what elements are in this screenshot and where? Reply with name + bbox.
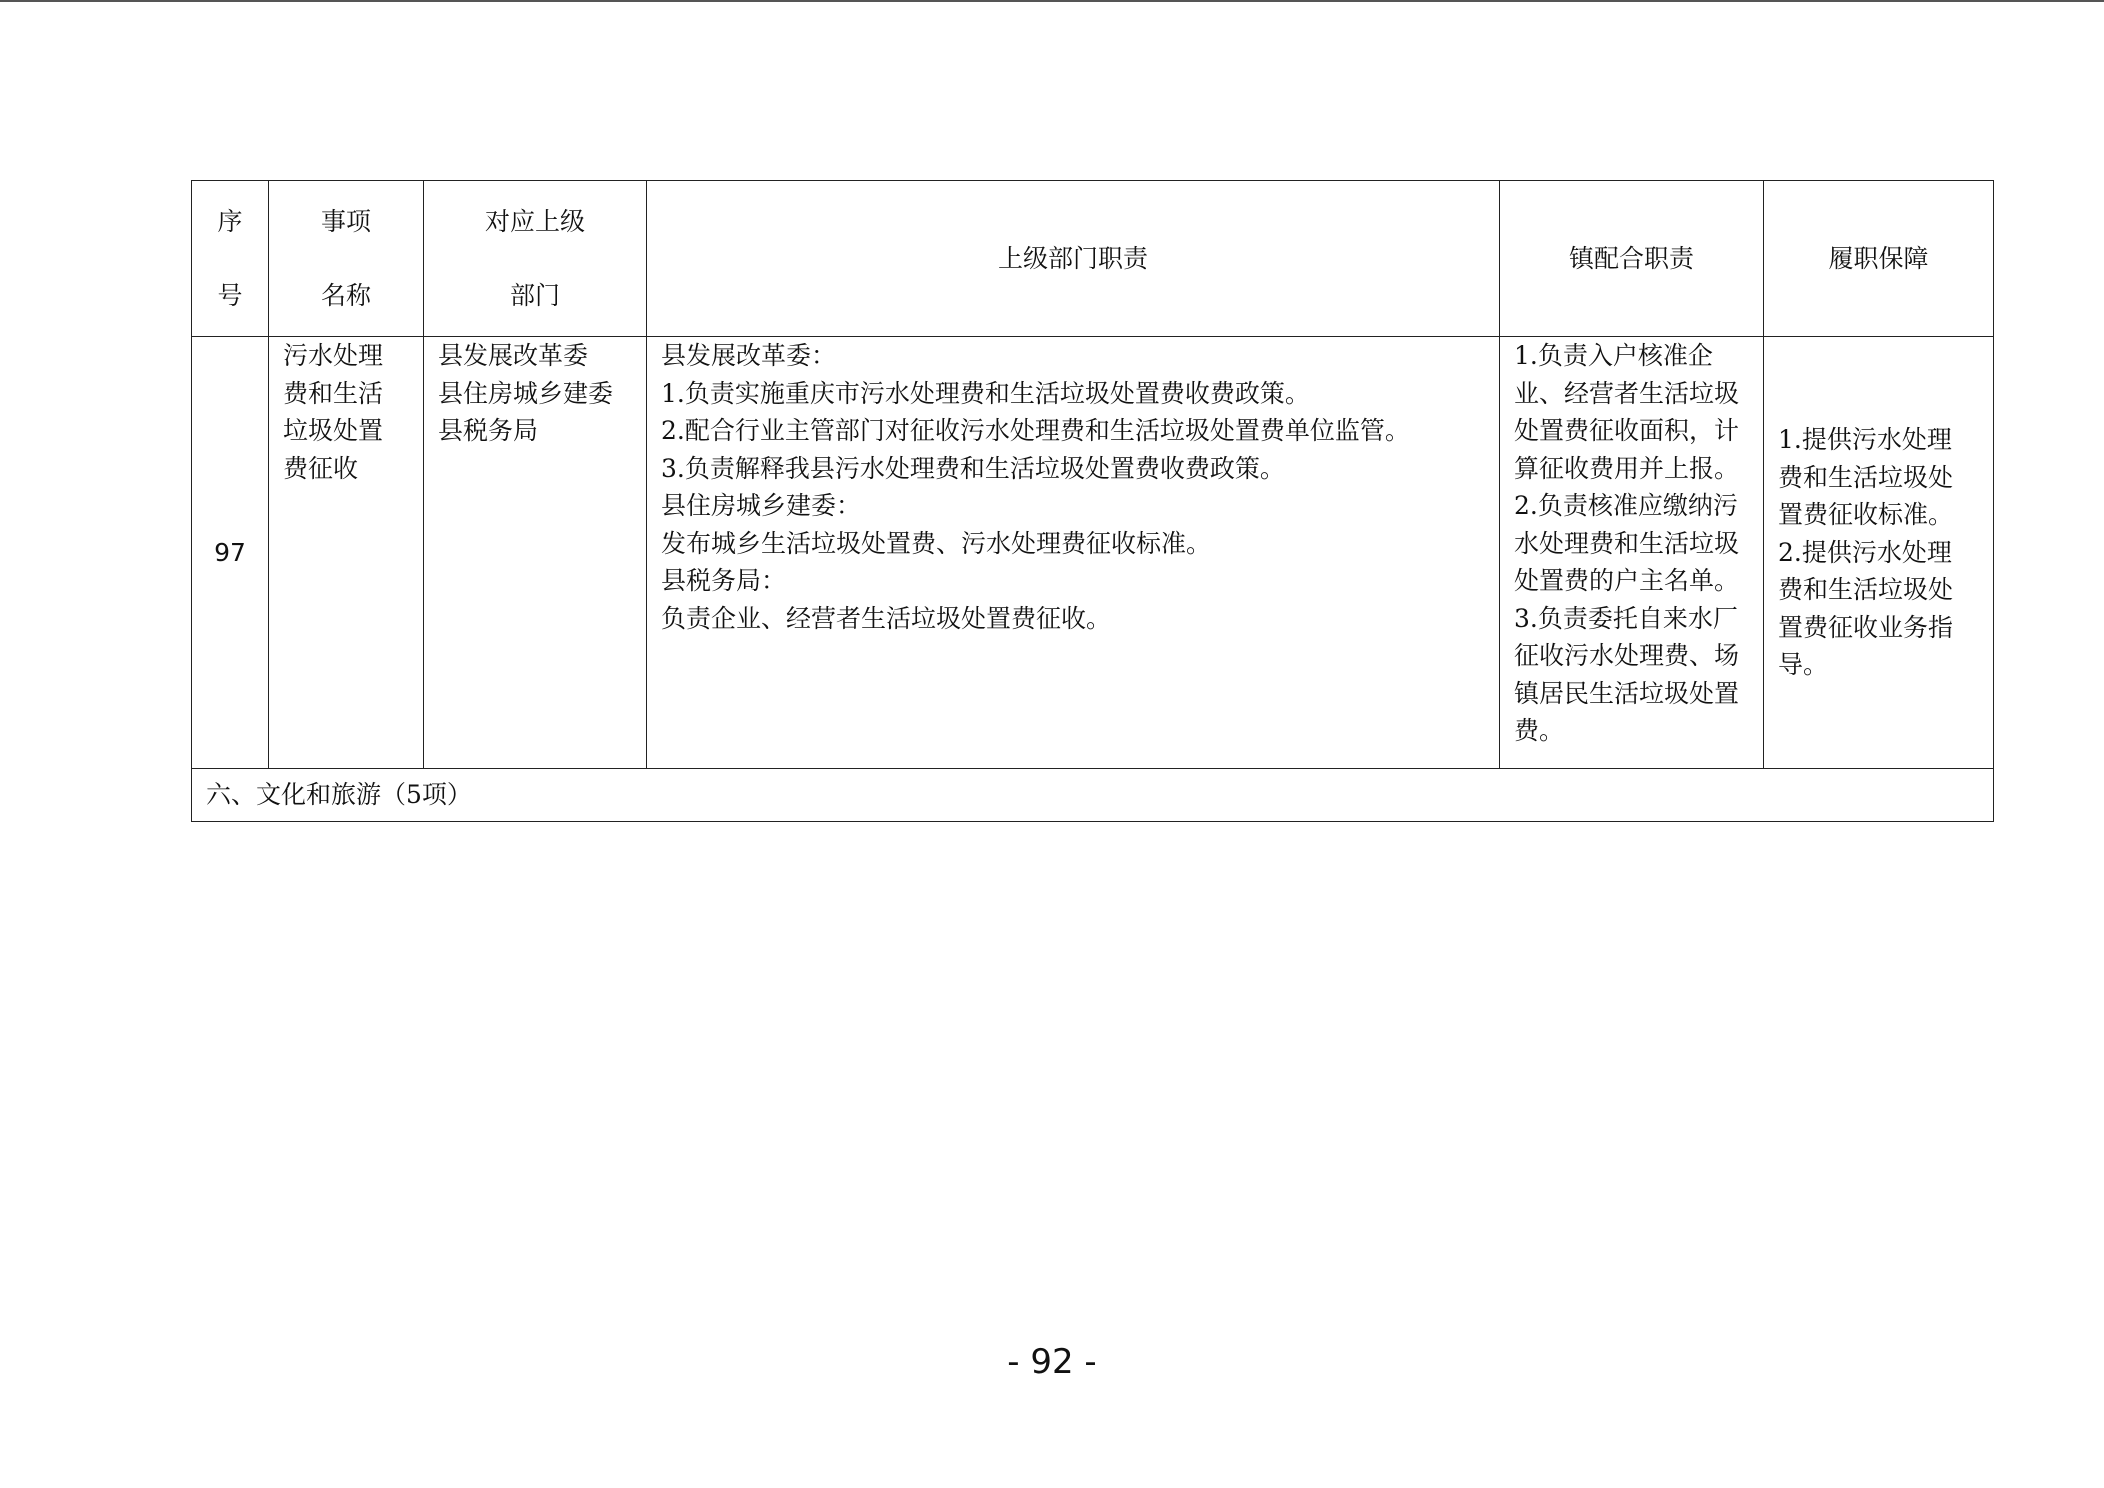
coop-line: 2.负责核准应缴纳污 xyxy=(1514,491,1738,520)
header-guarantee xyxy=(1764,181,1994,337)
section-row xyxy=(192,769,1994,822)
coop-line: 征收污水处理费、场 xyxy=(1514,641,1740,670)
table-row xyxy=(192,337,1994,769)
guarantee-line: 1.提供污水处理 xyxy=(1778,425,1952,455)
duty-line: 1.负责实施重庆市污水处理费和生活垃圾处置费收费政策。 xyxy=(661,378,1310,408)
guarantee-line: 置费征收业务指 xyxy=(1778,612,1954,642)
department-item: 县发展改革委 xyxy=(438,341,589,370)
item-name-line: 费征收 xyxy=(283,453,359,483)
duty-line: 负责企业、经营者生活垃圾处置费征收。 xyxy=(661,603,1112,633)
cell-departments xyxy=(424,337,647,769)
top-border-line xyxy=(0,0,2104,2)
coop-line: 镇居民生活垃圾处置 xyxy=(1514,678,1740,708)
cell-guarantee xyxy=(1764,337,1994,769)
duty-line: 2.配合行业主管部门对征收污水处理费和生活垃圾处置费单位监管。 xyxy=(661,416,1410,445)
header-name-line-1: 事项 xyxy=(320,206,371,236)
duty-line: 县税务局： xyxy=(661,566,787,595)
coop-line: 费。 xyxy=(1514,716,1565,745)
header-duty-label: 上级部门职责 xyxy=(997,243,1148,273)
item-name-line: 费和生活 xyxy=(283,378,384,408)
header-seq-line-1: 序 xyxy=(217,206,243,236)
page-number: - 92 - xyxy=(1007,1342,1097,1382)
duty-table xyxy=(191,180,1994,822)
seq-number: 97 xyxy=(214,537,246,567)
duty-line: 发布城乡生活垃圾处置费、污水处理费征收标准。 xyxy=(661,528,1212,558)
header-name xyxy=(269,181,424,337)
coop-line: 处置费征收面积，计 xyxy=(1514,416,1740,445)
header-dept-line-1: 对应上级 xyxy=(484,206,585,236)
coop-line: 处置费的户主名单。 xyxy=(1514,566,1740,595)
item-name-line: 污水处理 xyxy=(283,341,384,370)
header-name-line-2: 名称 xyxy=(320,280,371,310)
cell-seq xyxy=(192,337,269,769)
coop-line: 3.负责委托自来水厂 xyxy=(1514,603,1738,633)
duty-line: 3.负责解释我县污水处理费和生活垃圾处置费收费政策。 xyxy=(661,453,1285,483)
cell-item-name xyxy=(269,337,424,769)
guarantee-line: 置费征收标准。 xyxy=(1778,500,1954,530)
guarantee-line: 2.提供污水处理 xyxy=(1778,537,1952,567)
item-name-line: 垃圾处置 xyxy=(283,416,384,445)
header-dept-line-2: 部门 xyxy=(509,280,560,310)
guarantee-line: 导。 xyxy=(1778,650,1829,680)
guarantee-line: 费和生活垃圾处 xyxy=(1778,462,1954,492)
header-seq-line-2: 号 xyxy=(217,280,243,310)
header-row xyxy=(192,181,1994,337)
coop-line: 业、经营者生活垃圾 xyxy=(1514,378,1740,408)
coop-line: 1.负责入户核准企 xyxy=(1514,341,1713,370)
department-item: 县住房城乡建委 xyxy=(438,378,614,408)
coop-line: 算征收费用并上报。 xyxy=(1514,453,1740,483)
guarantee-line: 费和生活垃圾处 xyxy=(1778,575,1954,605)
header-dept xyxy=(424,181,647,337)
department-item: 县税务局 xyxy=(438,416,539,445)
header-duty xyxy=(647,181,1500,337)
cell-town-cooperation xyxy=(1500,337,1764,769)
header-coop xyxy=(1500,181,1764,337)
duty-line: 县住房城乡建委： xyxy=(661,491,862,520)
header-seq xyxy=(192,181,269,337)
header-coop-label: 镇配合职责 xyxy=(1568,243,1694,273)
section-title: 六、文化和旅游（5项） xyxy=(192,769,1994,822)
duty-line: 县发展改革委： xyxy=(661,341,837,370)
coop-line: 水处理费和生活垃圾 xyxy=(1514,528,1740,558)
header-guarantee-label: 履职保障 xyxy=(1828,243,1929,273)
cell-superior-duties xyxy=(647,337,1500,769)
